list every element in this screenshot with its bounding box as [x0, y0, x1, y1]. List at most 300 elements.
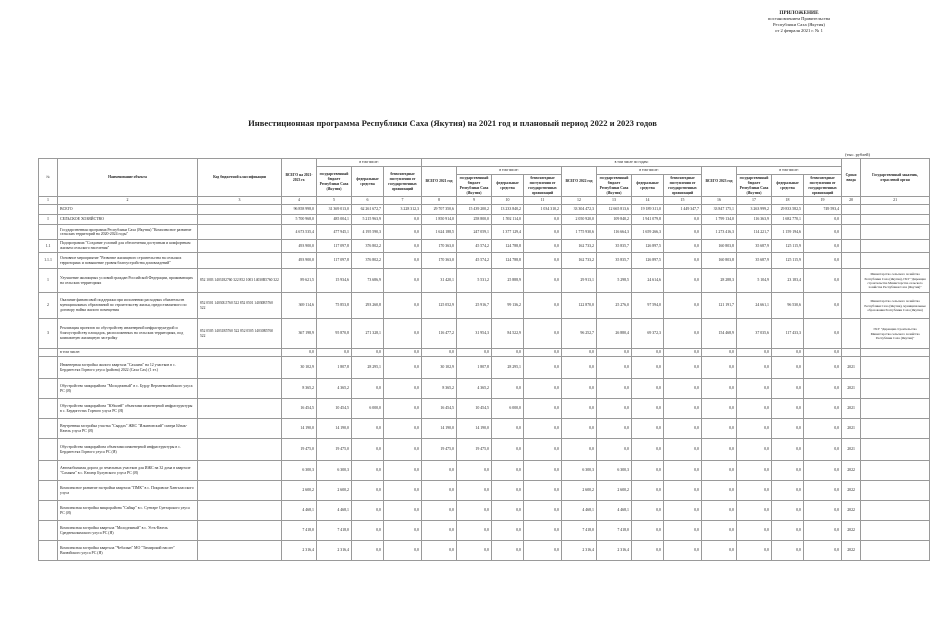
header-rb: государственный бюджет Республики Саха (Якутия) [317, 166, 352, 197]
row-name: Автомобильная дорога до земельных участков для ИЖС на 32 дома в квартале "Сахаяна" в с. Кюсюр Булунского улуса РС (Я) [58, 461, 198, 481]
row-value: 0,0 [804, 357, 842, 379]
row-value: 0,0 [737, 521, 772, 541]
row-value: 0,0 [664, 541, 702, 561]
row-value: 0,0 [702, 349, 737, 357]
table-row [39, 439, 930, 461]
row-value: 0,0 [772, 541, 804, 561]
row-name: Комплексная застройка квартала "Молодежный" в с. Усть-Кюель Среднеколымского улуса РС (Я) [58, 521, 198, 541]
row-value: 6 300,3 [597, 461, 632, 481]
row-value: 4 365,2 [317, 379, 352, 399]
row-value: 0,0 [737, 501, 772, 521]
row-value: 6 000,0 [492, 399, 524, 419]
row-value: 5 700 968,0 [282, 215, 317, 225]
row-deadline [842, 349, 861, 357]
row-value: 1 159 194,6 [772, 225, 804, 240]
row-customer [861, 501, 930, 521]
row-value: 0,0 [457, 349, 492, 357]
row-value: 0,0 [282, 349, 317, 357]
row-value: 19 475,0 [422, 439, 457, 461]
col-number: 2 [58, 197, 198, 205]
table-row [39, 521, 930, 541]
row-value: 114 221,7 [737, 225, 772, 240]
row-value: 8 365,2 [282, 379, 317, 399]
row-value: 28 295,1 [352, 357, 384, 379]
row-value: 89 621,5 [282, 269, 317, 293]
row-customer [861, 439, 930, 461]
row-value: 0,0 [422, 461, 457, 481]
table-row [39, 240, 930, 253]
row-value: 369 114,6 [282, 293, 317, 319]
row-value: 35 687,9 [737, 253, 772, 269]
table-row [39, 379, 930, 399]
table-row [39, 269, 930, 293]
row-value: 0,0 [664, 379, 702, 399]
row-value: 0,0 [352, 481, 384, 501]
row-deadline [842, 319, 861, 349]
row-value: 0,0 [702, 501, 737, 521]
row-customer [861, 521, 930, 541]
row-customer [861, 481, 930, 501]
row-value: 0,0 [384, 357, 422, 379]
row-value: 19 189 311,0 [632, 205, 664, 215]
col-number: 1 [39, 197, 58, 205]
row-value: 96 252,7 [562, 319, 597, 349]
row-value: 1 624 188,5 [422, 225, 457, 240]
table-row [39, 293, 930, 319]
row-value: 10 454,5 [317, 399, 352, 419]
row-value: 0,0 [562, 357, 597, 379]
row-value: 0,0 [457, 481, 492, 501]
table-row [39, 461, 930, 481]
header-vb-2023: безвозмездные поступления от государственных организаций [804, 174, 842, 197]
row-code [198, 379, 282, 399]
col-number: 17 [737, 197, 772, 205]
table-row [39, 357, 930, 379]
row-value: 0,0 [804, 225, 842, 240]
row-value: 0,0 [524, 215, 562, 225]
row-code: 852 0501 14030L5760 522 852 0501 14030R5760 522 [198, 293, 282, 319]
row-name: Комплексная застройка квартала "Чебалын" МО "Тимирский наслег" Вилюйского улуса РС (Я) [58, 541, 198, 561]
row-value: 116 363,9 [737, 215, 772, 225]
col-number: 9 [457, 197, 492, 205]
row-value: 45 574,2 [457, 240, 492, 253]
row-value: 0,0 [772, 399, 804, 419]
row-value: 0,0 [804, 253, 842, 269]
row-customer: Министерство сельского хозяйства Республики Саха (Якутия), муниципальные образования Республики Саха (Якутия) [861, 293, 930, 319]
row-value: 95 870,8 [317, 319, 352, 349]
row-number: I [39, 215, 58, 225]
table-row [39, 205, 930, 215]
row-value: 0,0 [562, 379, 597, 399]
row-value: 0,0 [804, 461, 842, 481]
row-name: Подпрограмма "Создание условий для обеспечения доступным и комфортным жильем сельского населения" [58, 240, 198, 253]
row-name: Государственная программа Республики Саха (Якутия) "Комплексное развитие сельских территорий на 2020-2024 годы" [58, 225, 198, 240]
row-value: 3 263 999,2 [737, 205, 772, 215]
row-value: 0,0 [524, 419, 562, 439]
header-total-2021: ВСЕГО 2021 год [422, 166, 457, 197]
row-value: 7 418,0 [282, 521, 317, 541]
row-value: 31 954,3 [457, 319, 492, 349]
row-code [198, 399, 282, 419]
row-code [198, 439, 282, 461]
row-value: 19 475,0 [282, 439, 317, 461]
row-value: 0,0 [772, 461, 804, 481]
row-number [39, 541, 58, 561]
row-value: 0,0 [317, 349, 352, 357]
row-value: 0,0 [384, 253, 422, 269]
row-name: Внутренняя застройка участка "Сырдах" ЖКС "Ильиновский" сквера Ытык-Кюель улуса РС (Я) [58, 419, 198, 439]
row-value: 0,0 [804, 269, 842, 293]
row-value: 0,0 [524, 253, 562, 269]
row-value: 0,0 [352, 521, 384, 541]
col-number: 18 [772, 197, 804, 205]
row-value: 0,0 [737, 349, 772, 357]
row-value: 16 454,5 [282, 399, 317, 419]
row-value: 25 276,0 [597, 293, 632, 319]
row-value: 0,0 [737, 481, 772, 501]
row-value: 0,0 [702, 419, 737, 439]
row-value: 0,0 [457, 501, 492, 521]
row-value: 4 468,1 [562, 501, 597, 521]
row-value: 0,0 [562, 349, 597, 357]
row-value: 4 468,1 [282, 501, 317, 521]
row-code [198, 349, 282, 357]
row-code [198, 481, 282, 501]
row-value: 0,0 [664, 240, 702, 253]
appendix-line-2: Республики Саха (Якутия) [773, 22, 825, 27]
row-number: 1.1.1 [39, 253, 58, 269]
row-value: 0,0 [384, 439, 422, 461]
row-value: 0,0 [524, 541, 562, 561]
row-value: 0,0 [492, 419, 524, 439]
row-value: 1 775 930,6 [562, 225, 597, 240]
row-value: 28 288,3 [702, 269, 737, 293]
row-value: 376 802,2 [352, 240, 384, 253]
row-code [198, 240, 282, 253]
col-number: 12 [562, 197, 597, 205]
header-incl-2022: в том числе: [597, 166, 702, 174]
header-incl: в том числе: [317, 159, 422, 167]
row-value: 0,0 [632, 481, 664, 501]
row-deadline: 2021 [842, 379, 861, 399]
col-number: 15 [664, 197, 702, 205]
row-customer [861, 541, 930, 561]
row-value: 35 835,7 [597, 253, 632, 269]
row-number [39, 379, 58, 399]
row-value: 0,0 [562, 399, 597, 419]
row-code [198, 225, 282, 240]
row-value: 25 916,7 [457, 293, 492, 319]
row-value: 125 115,9 [772, 253, 804, 269]
row-name: Инженерная застройка жилого квартала "Сахаяна" на 12 участков в с. Бердигестях Горного улуса (района) 2022 (Саха Сах) (1 эт.) [58, 357, 198, 379]
row-deadline: 2021 [842, 439, 861, 461]
row-value: 19 475,0 [457, 439, 492, 461]
row-value: 69 372,3 [632, 319, 664, 349]
row-value: 0,0 [702, 541, 737, 561]
row-number [39, 225, 58, 240]
row-value: 0,0 [457, 521, 492, 541]
row-value: 0,0 [384, 269, 422, 293]
row-value: 0,0 [384, 293, 422, 319]
row-value: 293 260,8 [352, 293, 384, 319]
header-rb-2023: государственный бюджет Республики Саха (Якутия) [737, 174, 772, 197]
row-value: 0,0 [772, 501, 804, 521]
row-value: 2 600,2 [282, 481, 317, 501]
row-value: 3 228 312,3 [384, 205, 422, 215]
row-value: 2 316,4 [597, 541, 632, 561]
col-number: 7 [384, 197, 422, 205]
row-value: 1 807,8 [317, 357, 352, 379]
row-deadline [842, 225, 861, 240]
row-number [39, 521, 58, 541]
row-value: 13 233 840,2 [492, 205, 524, 215]
header-num: № [39, 159, 58, 197]
row-value: 0,0 [772, 357, 804, 379]
table-row [39, 253, 930, 269]
row-value: 0,0 [524, 501, 562, 521]
row-value: 96 858 998,0 [282, 205, 317, 215]
row-value: 0,0 [632, 521, 664, 541]
row-value: 477 945,1 [317, 225, 352, 240]
row-value: 31 369 013,0 [317, 205, 352, 215]
row-value: 14 190,0 [317, 419, 352, 439]
row-value: 26 880,4 [597, 319, 632, 349]
row-value: 0,0 [664, 461, 702, 481]
row-number: 1.1 [39, 240, 58, 253]
header-deadline: Сроки ввода [842, 159, 861, 197]
row-code [198, 357, 282, 379]
row-value: 0,0 [632, 501, 664, 521]
row-value: 247 059,1 [457, 225, 492, 240]
row-value: 493 900,0 [282, 253, 317, 269]
row-customer [861, 240, 930, 253]
row-value: 0,0 [524, 439, 562, 461]
row-value: 0,0 [492, 501, 524, 521]
row-value: 0,0 [524, 357, 562, 379]
row-value: 0,0 [352, 419, 384, 439]
row-value: 0,0 [524, 399, 562, 419]
row-value: 0,0 [737, 439, 772, 461]
row-code [198, 253, 282, 269]
row-deadline [842, 215, 861, 225]
row-value: 1 592 114,0 [492, 215, 524, 225]
row-value: 14 190,0 [457, 419, 492, 439]
row-value: 6 300,3 [282, 461, 317, 481]
row-deadline: 2022 [842, 521, 861, 541]
row-number [39, 481, 58, 501]
row-value: 0,0 [702, 379, 737, 399]
row-value: 33 304 472,3 [562, 205, 597, 215]
row-value: 12 665 813,6 [597, 205, 632, 215]
header-total-2023: ВСЕГО 2023 год [702, 166, 737, 197]
row-customer [861, 349, 930, 357]
row-value: 0,0 [664, 481, 702, 501]
row-value: 124 788,8 [492, 253, 524, 269]
row-value: 0,0 [524, 461, 562, 481]
row-value: 1 449 347,7 [664, 205, 702, 215]
row-name: Комплексная застройка микрорайона "Сайыр" в с. Сунтаре Сунтарского улуса РС (Я) [58, 501, 198, 521]
row-value: 96 530,6 [772, 293, 804, 319]
row-value: 109 840,2 [597, 215, 632, 225]
row-value: 10 454,5 [457, 399, 492, 419]
row-value: 122 870,0 [562, 293, 597, 319]
investment-table [38, 158, 930, 561]
row-name: Комплексное развитие застройки квартала "ПМК" в с. Покровске Хангаласского улуса [58, 481, 198, 501]
row-value: 0,0 [524, 481, 562, 501]
row-value: 5 531,2 [457, 269, 492, 293]
row-value: 30 102,9 [282, 357, 317, 379]
row-value: 33 847 175,1 [702, 205, 737, 215]
row-value: 0,0 [384, 501, 422, 521]
header-rb-2021: государственный бюджет Республики Саха (Якутия) [457, 174, 492, 197]
row-code [198, 461, 282, 481]
row-value: 0,0 [664, 215, 702, 225]
row-number [39, 461, 58, 481]
row-deadline: 2021 [842, 399, 861, 419]
table-body [39, 205, 930, 561]
row-value: 0,0 [664, 269, 702, 293]
col-number: 21 [861, 197, 930, 205]
row-value: 0,0 [597, 419, 632, 439]
row-value: 1 941 079,8 [632, 215, 664, 225]
row-value: 0,0 [632, 419, 664, 439]
row-value: 84 522,9 [492, 319, 524, 349]
row-value: 170 363,0 [422, 253, 457, 269]
row-value: 0,0 [737, 461, 772, 481]
row-deadline [842, 253, 861, 269]
row-value: 0,0 [562, 439, 597, 461]
row-code: 852 0505 14031R5760 522 852 0505 14030R5760 522 [198, 319, 282, 349]
row-value: 1 850 914,0 [422, 215, 457, 225]
row-value: 7 418,0 [317, 521, 352, 541]
row-customer: Министерство сельского хозяйства Республики Саха (Якутия), ГКУ "Дирекция строительства Министерства сельского хозяйства Республики Саха (Якутия)" [861, 269, 930, 293]
row-value: 0,0 [804, 419, 842, 439]
row-value: 0,0 [384, 399, 422, 419]
row-value: 0,0 [524, 269, 562, 293]
row-value: 4 195 590,3 [352, 225, 384, 240]
row-deadline: 2021 [842, 419, 861, 439]
row-value: 14 190,0 [422, 419, 457, 439]
row-name: СЕЛЬСКОЕ ХОЗЯЙСТВО [58, 215, 198, 225]
row-value: 29 913,1 [562, 269, 597, 293]
row-number [39, 399, 58, 419]
header-incl-2021: в том числе: [457, 166, 562, 174]
row-value: 73 686,9 [352, 269, 384, 293]
row-value: 0,0 [422, 481, 457, 501]
row-value: 0,0 [457, 461, 492, 481]
row-value: 0,0 [664, 521, 702, 541]
row-number: 1 [39, 269, 58, 293]
row-value: 0,0 [524, 349, 562, 357]
row-value: 0,0 [384, 481, 422, 501]
row-value: 0,0 [352, 501, 384, 521]
row-value: 99 136,2 [492, 293, 524, 319]
header-vb-2022: безвозмездные поступления от государственных организаций [664, 174, 702, 197]
row-value: 0,0 [804, 541, 842, 561]
row-value: 0,0 [737, 541, 772, 561]
row-value: 126 897,5 [632, 253, 664, 269]
row-value: 160 803,8 [702, 253, 737, 269]
row-value: 1 682 770,1 [772, 215, 804, 225]
row-value: 0,0 [804, 319, 842, 349]
col-number: 13 [597, 197, 632, 205]
row-value: 0,0 [804, 399, 842, 419]
row-value: 0,0 [562, 419, 597, 439]
row-name: Оказание финансовой поддержки при исполнении расходных обязательств муниципальных образований по строительству жилья, предоставляемого по договору найма жилого помещения [58, 293, 198, 319]
appendix-block [729, 10, 869, 34]
col-number: 14 [632, 197, 664, 205]
row-code [198, 215, 282, 225]
row-value: 0,0 [524, 225, 562, 240]
row-value: 75 853,8 [317, 293, 352, 319]
row-value: 0,0 [804, 293, 842, 319]
row-value: 0,0 [492, 379, 524, 399]
row-value: 0,0 [422, 501, 457, 521]
row-value: 0,0 [492, 481, 524, 501]
table-row [39, 419, 930, 439]
row-value: 15 934,6 [317, 269, 352, 293]
table-row [39, 349, 930, 357]
row-value: 258 800,0 [457, 215, 492, 225]
row-value: 23 183,4 [772, 269, 804, 293]
row-value: 0,0 [492, 541, 524, 561]
row-value: 749 593,4 [804, 205, 842, 215]
row-value: 0,0 [664, 225, 702, 240]
row-value: 30 102,9 [422, 357, 457, 379]
row-value: 0,0 [702, 357, 737, 379]
row-value: 7 418,0 [562, 521, 597, 541]
row-code [198, 205, 282, 215]
row-code [198, 419, 282, 439]
row-value: 162 733,2 [562, 240, 597, 253]
row-deadline [842, 205, 861, 215]
row-value: 19 475,0 [317, 439, 352, 461]
row-value: 0,0 [632, 349, 664, 357]
row-value: 15 439 200,2 [457, 205, 492, 215]
row-code [198, 521, 282, 541]
row-value: 485 004,1 [317, 215, 352, 225]
row-customer [861, 215, 930, 225]
row-value: 62 261 672,7 [352, 205, 384, 215]
header-vb-2021: безвозмездные поступления от государственных организаций [524, 174, 562, 197]
row-value: 0,0 [352, 541, 384, 561]
row-value: 45 574,2 [457, 253, 492, 269]
row-name: Основное мероприятие "Развитие жилищного строительства на сельских территориях и повышение уровня благоустройства домовладений" [58, 253, 198, 269]
row-value: 0,0 [804, 521, 842, 541]
row-value: 0,0 [772, 481, 804, 501]
row-value: 0,0 [384, 215, 422, 225]
col-number: 5 [317, 197, 352, 205]
row-customer [861, 379, 930, 399]
row-value: 0,0 [597, 349, 632, 357]
row-value: 0,0 [804, 240, 842, 253]
row-value: 0,0 [597, 439, 632, 461]
row-deadline [842, 269, 861, 293]
row-customer [861, 419, 930, 439]
row-value: 367 198,9 [282, 319, 317, 349]
table-row [39, 215, 930, 225]
row-value: 0,0 [384, 379, 422, 399]
row-value: 0,0 [597, 357, 632, 379]
row-deadline: 2022 [842, 481, 861, 501]
row-value: 0,0 [772, 379, 804, 399]
row-deadline: 2021 [842, 357, 861, 379]
row-value: 0,0 [664, 419, 702, 439]
row-value: 117 097,8 [317, 253, 352, 269]
table-row [39, 225, 930, 240]
row-value: 0,0 [524, 319, 562, 349]
row-value: 0,0 [597, 399, 632, 419]
